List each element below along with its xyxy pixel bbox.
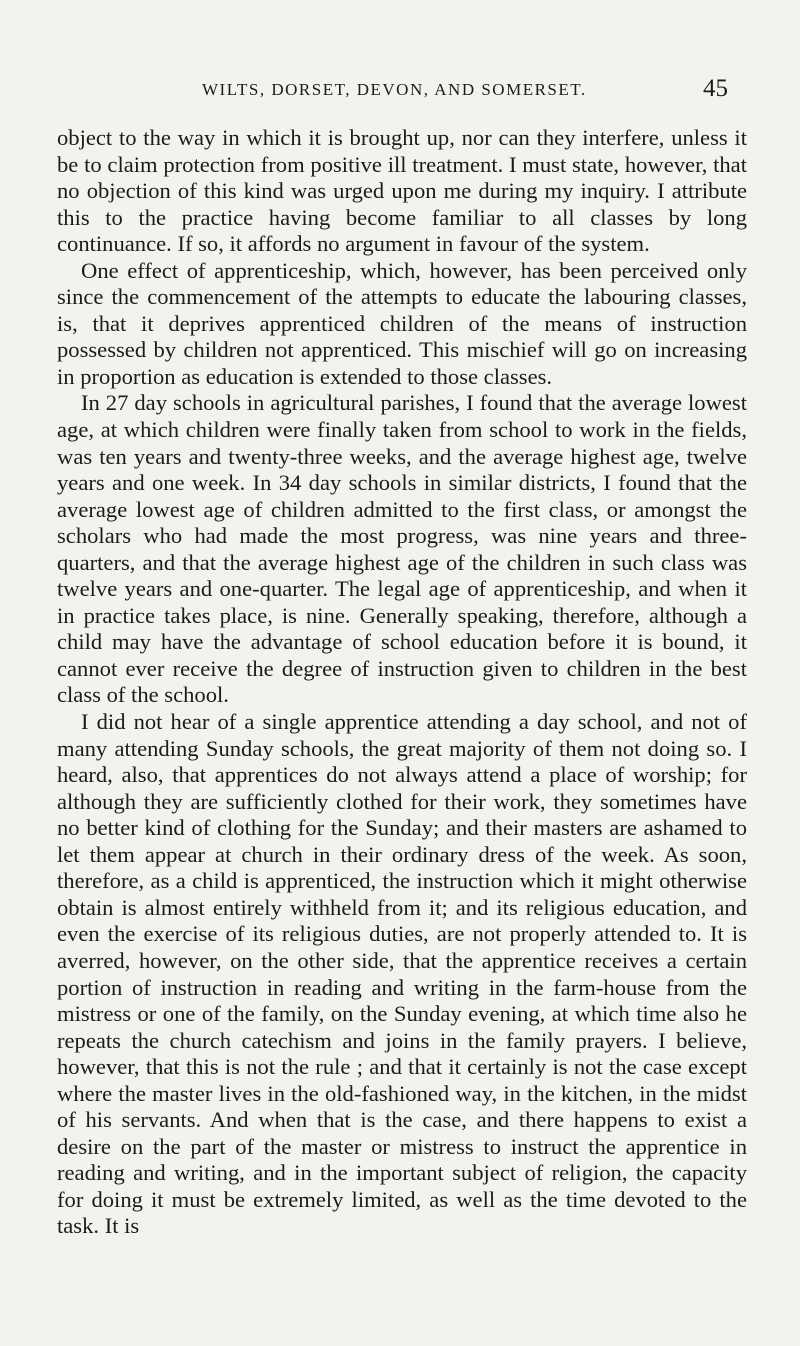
body-text (57, 125, 747, 1240)
paragraph: In 27 day schools in agricultural parishes, I found that the average lowest age, at which children were finally taken from school to work in the fields, was ten years and twenty-three weeks, and the average highest age, twelve years and one week. In 34 day schools in similar districts, I found that the average lowest age of children admitted to the first class, or amongst the scholars who had made the most progress, was nine years and three-quarters, and that the average highest age of the children in such class was twelve years and one-quarter. The legal age of apprenticeship, and when it in practice takes place, is nine. Generally speaking, therefore, although a child may have the advantage of school education before it is bound, it cannot ever receive the degree of instruction given to children in the best class of the school. (57, 390, 747, 708)
paragraph: object to the way in which it is brought up, nor can they interfere, unless it be to claim protection from positive ill treatment. I must state, however, that no objection of this kind was urged upon me during my inquiry. I attribute this to the practice having become familiar to all classes by long continuance. If so, it affords no argument in favour of the system. (57, 125, 747, 257)
page-number: 45 (703, 75, 728, 102)
paragraph: One effect of apprenticeship, which, however, has been perceived only since the commencement of the attempts to educate the labouring classes, is, that it deprives apprenticed children of the means of instruction possessed by children not apprenticed. This mischief will go on increasing in proportion as education is extended to those classes. (57, 257, 747, 389)
running-head (57, 75, 744, 110)
running-title: WILTS, DORSET, DEVON, AND SOMERSET. (202, 80, 587, 99)
paragraph: I did not hear of a single apprentice attending a day school, and not of many attending Sunday schools, the great majority of them not doing so. I heard, also, that apprentices do not always attend a place of worship; for although they are sufficiently clothed for their work, they sometimes have no better kind of clothing for the Sunday; and their masters are ashamed to let them appear at church in their ordinary dress of the week. As soon, therefore, as a child is apprenticed, the instruction which it might otherwise obtain is almost entirely withheld from it; and its religious education, and even the exercise of its religious duties, are not properly attended to. It is averred, however, on the other side, that the apprentice receives a certain portion of instruction in reading and writing in the farm-house from the mistress or one of the family, on the Sunday evening, at which time also he repeats the church catechism and joins in the family prayers. I believe, however, that this is not the rule ; and that it certainly is not the case except where the master lives in the old-fashioned way, in the kitchen, in the midst of his servants. And when that is the case, and there happens to exist a desire on the part of the master or mistress to instruct the apprentice in reading and writing, and in the important subject of religion, the capacity for doing it must be extremely limited, as well as the time devoted to the task. It is (57, 709, 747, 1239)
